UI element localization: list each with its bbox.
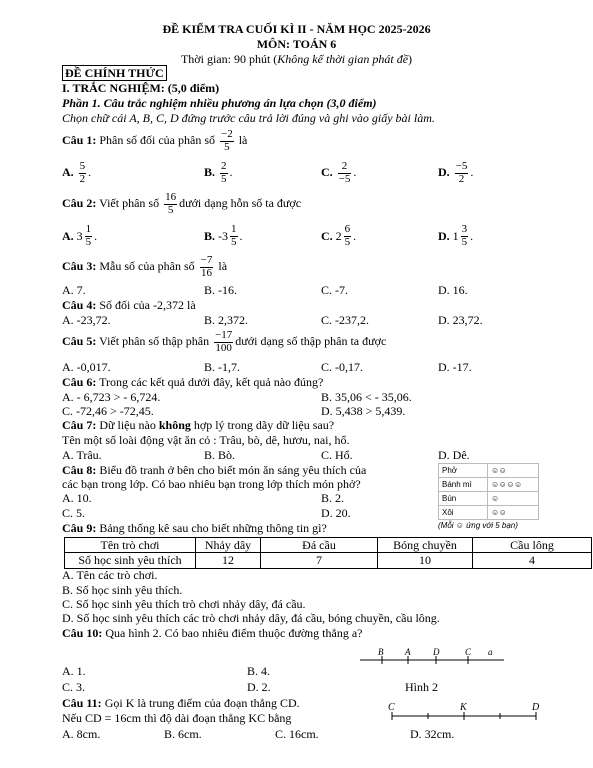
stats-table (64, 537, 592, 569)
q3-option-b: B. -16. (204, 283, 237, 297)
q7-data-line: Tên một số loài động vật ăn cỏ : Trâu, bò, dê, hươu, nai, hổ. (62, 433, 350, 447)
q11-option-b: B. 6cm. (164, 727, 202, 741)
q9-option-b: B. Số học sinh yêu thích. (62, 583, 183, 597)
point-label: D (433, 647, 440, 657)
q10-option-a: A. 1. (62, 664, 86, 678)
line-a-figure (358, 646, 508, 666)
q3-option-a: A. 7. (62, 283, 86, 297)
q6-option-c: C. -72,46 > -72,45. (62, 404, 154, 418)
table-cell: 4 (473, 553, 592, 568)
question-7: Câu 7: Dữ liệu nào không hợp lý trong dãy dữ liệu sau? (62, 418, 335, 432)
q4-option-c: C. -237,2. (321, 313, 369, 327)
q5-option-b: B. -1,7. (204, 360, 240, 374)
q7-option-a: A. Trâu. (62, 448, 102, 462)
question-3: Câu 3: Mẫu số của phân số $\frac{-7}{16}$ là (62, 254, 228, 279)
table-cell: 7 (261, 553, 378, 568)
q5-option-d: D. -17. (438, 360, 472, 374)
q7-option-c: C. Hổ. (321, 448, 353, 462)
q8-option-a: A. 10. (62, 491, 92, 505)
q11-option-d: D. 32cm. (410, 727, 455, 741)
q8-option-c: C. 5. (62, 506, 86, 520)
q1-option-d: D. $\frac{-5}{2}$ . (438, 160, 474, 185)
table-cell: Nhảy dây (196, 538, 261, 553)
point-label: K (460, 702, 467, 713)
table-cell: 10 (378, 553, 473, 568)
q3-option-d: D. 16. (438, 283, 468, 297)
section-title: I. TRẮC NGHIỆM: (5,0 điểm) (62, 81, 220, 95)
pictograph-note: (Mỗi ☺ ứng với 5 bạn) (438, 521, 518, 530)
q10-option-d: D. 2. (247, 680, 271, 694)
food-label: Xôi (439, 506, 488, 520)
question-10: Câu 10: Qua hình 2. Có bao nhiêu điểm thuộc đường thẳng a? (62, 626, 363, 640)
table-cell: Tên trò chơi (65, 538, 196, 553)
q10-option-c: C. 3. (62, 680, 86, 694)
q4-option-b: B. 2,372. (204, 313, 249, 327)
q2-option-b: B. -3 $\frac{1}{5}$ . (204, 223, 243, 248)
time-line: Thời gian: 90 phút (Không kể thời gian phát đề) (180, 52, 413, 66)
q7-option-b: B. Bò. (204, 448, 236, 462)
q11-option-a: A. 8cm. (62, 727, 101, 741)
table-cell: Số học sinh yêu thích (65, 553, 196, 568)
q6-option-d: D. 5,438 > 5,439. (321, 404, 406, 418)
q8-option-d: D. 20. (321, 506, 351, 520)
food-label: Bún (439, 492, 488, 506)
question-4: Câu 4: Số đối của -2,372 là (62, 298, 196, 312)
table-cell: Cầu lông (473, 538, 592, 553)
q5-option-a: A. -0,017. (62, 360, 111, 374)
table-cell: Bóng chuyền (378, 538, 473, 553)
part1-title: Phần 1. Câu trắc nghiệm nhiều phương án lựa chọn (3,0 điểm) (62, 96, 377, 110)
q2-option-a: A. 3 $\frac{1}{5}$ . (62, 223, 98, 248)
question-2: Câu 2: Viết phân số $\frac{16}{5}$ dưới dạng hỗn số ta được (62, 191, 302, 216)
table-cell: 12 (196, 553, 261, 568)
q9-option-d: D. Số học sinh yêu thích các trò chơi nhảy dây, đá cầu, bóng chuyền, cầu lông. (62, 611, 440, 625)
question-11: Câu 11: Gọi K là trung điểm của đoạn thẳng CD. (62, 696, 300, 710)
exam-title: ĐỀ KIỂM TRA CUỐI KÌ II - NĂM HỌC 2025-2026 (162, 22, 431, 36)
point-label: B (378, 647, 384, 657)
q1-option-b: B. $\frac{2}{5}$ . (204, 160, 233, 185)
question-11-line2: Nếu CD = 16cm thì độ dài đoạn thẳng KC bằng (62, 711, 292, 725)
question-8: Câu 8: Biểu đồ tranh ở bên cho biết món ăn sáng yêu thích của (62, 463, 367, 477)
q9-option-c: C. Số học sinh yêu thích trò chơi nhảy dây, đá cầu. (62, 597, 306, 611)
food-label: Phở (439, 464, 488, 478)
smiley-icons: ☺☺ (488, 506, 539, 520)
figure-caption: Hình 2 (405, 680, 438, 694)
q6-option-b: B. 35,06 < - 35,06. (321, 390, 412, 404)
q11-option-c: C. 16cm. (275, 727, 319, 741)
q9-option-a: A. Tên các trò chơi. (62, 568, 158, 582)
q1-option-c: C. $\frac{2}{-5}$ . (321, 160, 357, 185)
line-label: a (488, 647, 493, 657)
q6-option-a: A. - 6,723 > - 6,724. (62, 390, 161, 404)
q3-option-c: C. -7. (321, 283, 348, 297)
q4-option-d: D. 23,72. (438, 313, 483, 327)
question-9: Câu 9: Bảng thống kê sau cho biết những thông tin gì? (62, 521, 327, 535)
point-label: C (465, 647, 472, 657)
question-8-line2: các bạn trong lớp. Có bao nhiêu bạn trong lớp thích món phở? (62, 477, 361, 491)
pictograph-row (439, 506, 539, 520)
table-cell: Đá cầu (261, 538, 378, 553)
pictograph (438, 463, 539, 520)
point-label: C (388, 702, 395, 713)
point-label: D (532, 702, 540, 713)
point-label: A (405, 647, 411, 657)
smiley-icons: ☺☺☺☺ (488, 478, 539, 492)
q4-option-a: A. -23,72. (62, 313, 111, 327)
smiley-icons: ☺☺ (488, 464, 539, 478)
q7-option-d: D. Dê. (438, 448, 470, 462)
q10-option-b: B. 4. (247, 664, 271, 678)
q2-option-c: C. 2 $\frac{6}{5}$ . (321, 223, 357, 248)
question-1: Câu 1: Phân số đối của phân số $\frac{-2}{5}$ là (62, 128, 248, 153)
q8-option-b: B. 2. (321, 491, 345, 505)
instruction: Chọn chữ cái A, B, C, D đứng trước câu trả lời đúng và ghi vào giấy bài làm. (62, 111, 435, 125)
subject: MÔN: TOÁN 6 (256, 37, 337, 51)
segment-cd-figure (380, 700, 550, 724)
food-label: Bánh mì (439, 478, 488, 492)
q2-option-d: D. 1 $\frac{3}{5}$ . (438, 223, 474, 248)
question-5: Câu 5: Viết phân số thập phân $\frac{-17}{100}$ dưới dạng số thập phân ta được (62, 329, 387, 354)
official-label: ĐỀ CHÍNH THỨC (62, 66, 167, 80)
q1-option-a: A. $\frac{5}{2}$ . (62, 160, 92, 185)
smiley-icons: ☺ (488, 492, 539, 506)
pictograph-row (439, 492, 539, 506)
table-header-row (65, 538, 592, 553)
question-6: Câu 6: Trong các kết quả dưới đây, kết quả nào đúng? (62, 375, 324, 389)
pictograph-row (439, 464, 539, 478)
pictograph-row (439, 478, 539, 492)
table-row (65, 553, 592, 568)
q5-option-c: C. -0,17. (321, 360, 363, 374)
